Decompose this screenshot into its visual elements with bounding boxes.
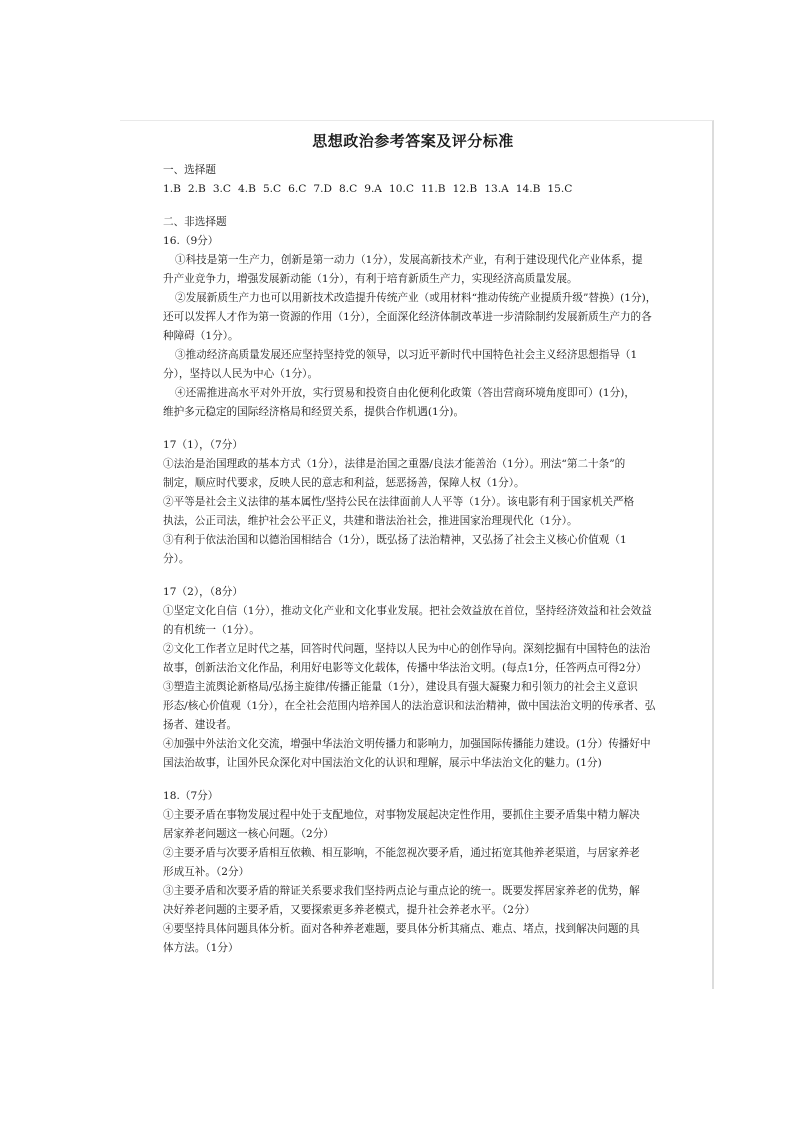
- section-heading-nonchoice: 二、非选择题: [163, 216, 227, 228]
- answer-line: ③塑造主流舆论新格局/弘扬主旋律/传播正能量（1分），建设具有强大凝聚力和引领力的社会主义意识: [163, 681, 638, 693]
- answer-line: 决好养老问题的主要矛盾，又要探索更多养老模式，提升社会养老水平。（2分）: [163, 904, 536, 916]
- answer-line: ③有利于依法治国和以德治国相结合（1分），既弘扬了法治精神，又弘扬了社会主义核心价值观（1: [163, 534, 627, 546]
- answer-line: 体方法。（1分）: [163, 942, 239, 954]
- answer-line: 还可以发挥人才作为第一资源的作用（1分），全面深化经济体制改革进一步清除制约发展新质生产力的各: [163, 311, 652, 323]
- answer-line: 分）。: [163, 553, 190, 565]
- question-17-1: [163, 436, 663, 569]
- question-head: 17（1），（7分）: [163, 439, 243, 451]
- answer-line: 形成互补。（2分）: [163, 866, 250, 878]
- document-title: 思想政治参考答案及评分标准: [312, 132, 514, 150]
- question-head: 16.（9分）: [163, 235, 219, 247]
- answer-line: 执法，公正司法，维护社会公平正义，共建和谐法治社会，推进国家治理现代化（1分）。: [163, 515, 578, 527]
- answer-line: ①科技是第一生产力，创新是第一动力（1分），发展高新技术产业，有利于建设现代化产业体系，提: [175, 254, 643, 266]
- choice-answer: 1.B: [163, 183, 181, 195]
- choice-answer: 13.A: [484, 183, 509, 195]
- answer-line: ①法治是治国理政的基本方式（1分），法律是治国之重器/良法才能善治（1分）。刑法“第二十条”的: [163, 458, 626, 470]
- answer-line: ②平等是社会主义法律的基本属性/坚持公民在法律面前人人平等（1分）。该电影有利于国家机关严格: [163, 496, 635, 508]
- question-head: 17（2），（8分）: [163, 586, 243, 598]
- choice-answer: 11.B: [420, 183, 446, 195]
- answer-line: 的有机统一（1分）。: [163, 624, 260, 636]
- answer-line: 维护多元稳定的国际经济格局和经贸关系，提供合作机遇(1分)。: [163, 406, 465, 418]
- choice-answer-row: [163, 180, 663, 199]
- choice-answer: 8.C: [338, 183, 358, 195]
- answer-line: ①坚定文化自信（1分），推动文化产业和文化事业发展。把社会效益放在首位，坚持经济效益和社会效益: [163, 605, 652, 617]
- question-16: [163, 232, 663, 422]
- answer-line: ②文化工作者立足时代之基，回答时代问题，坚持以人民为中心的创作导向。深刻挖掘有中国特色的法治: [163, 643, 651, 655]
- question-18: [163, 787, 663, 958]
- answer-line: 分），坚持以人民为中心（1分）。: [163, 368, 319, 380]
- section-heading-choice: 一、选择题: [163, 164, 216, 176]
- answer-line: 制定，顺应时代要求，反映人民的意志和利益，惩恶扬善，保障人权（1分）。: [163, 477, 525, 489]
- answer-line: 国法治故事，让国外民众深化对中国法治文化的认识和理解，展示中华法治文化的魅力。(1分): [163, 757, 602, 769]
- answer-line: ③主要矛盾和次要矛盾的辩证关系要求我们坚持两点论与重点论的统一。既要发挥居家养老的优势，解: [163, 885, 640, 897]
- answer-line: 居家养老问题这一核心问题。（2分）: [163, 828, 334, 840]
- answer-line: ②主要矛盾与次要矛盾相互依赖、相互影响，不能忽视次要矛盾，通过拓宽其他养老渠道，与居家养老: [163, 847, 640, 859]
- choice-answer: 14.B: [515, 183, 541, 195]
- answer-line: 升产业竞争力，增强发展新动能（1分），有利于培育新质生产力，实现经济高质量发展。: [163, 273, 578, 285]
- answer-line: ④还需推进高水平对外开放，实行贸易和投资自由化便利化政策（答出营商环境角度即可）(1分)，: [175, 387, 635, 399]
- answer-line: 扬者、建设者。: [163, 719, 238, 731]
- choice-answer: 12.B: [452, 183, 478, 195]
- answer-line: 故事，创新法治文化作品，利用好电影等文化载体，传播中华法治文明。(每点1分，任答两点可得2分）: [163, 662, 647, 674]
- answer-line: ②发展新质生产力也可以用新技术改造提升传统产业（或用材料“推动传统产业提质升级”替换）(1分)，: [175, 292, 657, 304]
- choice-answer: 5.C: [262, 183, 282, 195]
- choice-answer: 2.B: [187, 183, 206, 195]
- answer-line: ④要坚持具体问题具体分析。面对各种养老难题，要具体分析其痛点、难点、堵点，找到解决问题的具: [163, 923, 640, 935]
- choice-answer: 4.B: [238, 183, 256, 195]
- choice-answer: 10.C: [388, 183, 414, 195]
- answer-line: 形态/核心价值观（1分），在全社会范围内培养国人的法治意识和法治精神，做中国法治文明的传承者、弘: [163, 700, 656, 712]
- choice-answer: 6.C: [288, 183, 307, 195]
- choice-answer: 15.C: [547, 183, 573, 195]
- answer-line: ④加强中外法治文化交流，增强中华法治文明传播力和影响力，加强国际传播能力建设。(1分）传播好中: [163, 738, 651, 750]
- choice-answer: 9.A: [364, 183, 382, 195]
- answer-line: ①主要矛盾在事物发展过程中处于支配地位，对事物发展起决定性作用，要抓住主要矛盾集中精力解决: [163, 809, 640, 821]
- answer-line: 种障碍（1分）。: [163, 330, 239, 342]
- choice-answer: 7.D: [313, 183, 332, 195]
- choice-answer: 3.C: [212, 183, 232, 195]
- question-17-2: [163, 583, 663, 773]
- question-head: 18.（7分）: [163, 790, 219, 802]
- answer-document: [163, 128, 663, 958]
- answer-line: ③推动经济高质量发展还应坚持坚持党的领导，以习近平新时代中国特色社会主义经济思想指导（1: [175, 349, 638, 361]
